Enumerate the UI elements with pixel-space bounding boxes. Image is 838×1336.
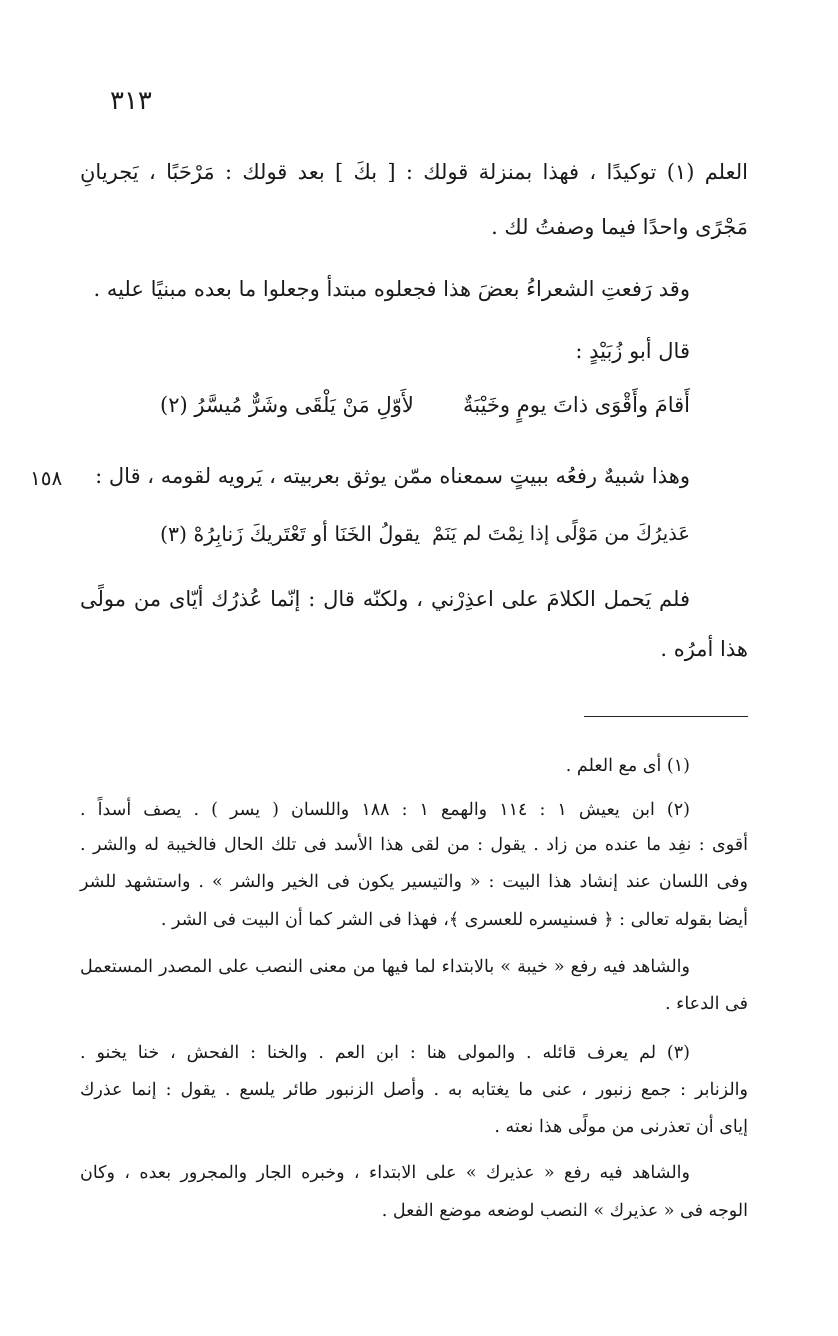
paragraph-2: وقد رَفعتِ الشعراءُ بعضَ هذا فجعلوه مبتدأ وجعلوا ما بعده مبنيًا عليه . xyxy=(93,277,690,301)
footnotes xyxy=(80,0,748,1336)
footnote-2-line-1: (٢) ابن يعيش ١ : ١١٤ والهمع ١ : ١٨٨ واللسان ( يسر ) . يصف أسداً . xyxy=(80,800,690,820)
footnote-3-line-5: الوجه فى « عذيرك » النصب لوضعه موضع الفعل . xyxy=(381,1201,748,1221)
page-number: ٣١٣ xyxy=(110,86,152,116)
footnote-2-line-6: فى الدعاء . xyxy=(664,994,748,1014)
paragraph-4-line-1: فلم يَحمل الكلامَ على اعذِرْني ، ولكنّه قال : إنّما عُذرُك أيّاى من مولًى xyxy=(80,587,690,611)
footnote-2-line-2: أقوى : نفِد ما عنده من زاد . يقول : من لقى هذا الأسد فى تلك الحال فالخيبة له والشر . xyxy=(80,835,748,855)
footnote-3-line-2: والزنابر : جمع زنبور ، عنى ما يغتابه به . وأصل الزنبور طائر يلسع . يقول : إنما عذرك xyxy=(80,1080,748,1100)
margin-page-reference: ١٥٨ xyxy=(30,466,63,490)
footnote-3-line-1: (٣) لم يعرف قائله . والمولى هنا : ابن العم . والخنا : الفحش ، خنا يخنو . xyxy=(80,1043,690,1063)
verse-introduction: قال أبو زُبَيْدٍ : xyxy=(575,339,690,363)
paragraph-3: وهذا شبيهٌ رفعُه ببيتٍ سمعناه ممّن يوثق بعربيته ، يَرويه لقومه ، قال : xyxy=(95,464,690,488)
footnote-3-line-4: والشاهد فيه رفع « عذيرك » على الابتداء ، وخبره الجار والمجرور بعده ، وكان xyxy=(80,1163,690,1183)
verse-1-first-hemistich: أَقامَ وأَقْوَى ذاتَ يومٍ وخَيْبَةٌ xyxy=(463,393,690,417)
footnote-3-line-3: إياى أن تعذرنى من مولًى هذا نعته . xyxy=(494,1117,748,1137)
paragraph-1-line-1: العلم (١) توكيدًا ، فهذا بمنزلة قولك : [ بكَ ] بعد قولك : مَرْحَبًا ، يَجريانِ xyxy=(80,160,748,184)
verse-2-first-hemistich: عَذيرُكَ من مَوْلًى إذا نِمْتَ لم يَنَمْ xyxy=(432,522,690,545)
footnote-2-line-3: وفى اللسان عند إنشاد هذا البيت : « والتيسير يكون فى الخير والشر » . واستشهد للشر xyxy=(80,872,748,892)
footnote-2-line-4: أيضا بقوله تعالى : ﴿ فسنيسره للعسرى ﴾، فهذا فى الشر كما أن البيت فى الشر . xyxy=(160,910,748,930)
paragraph-1-line-2: مَجْرًى واحدًا فيما وصفتُ لك . xyxy=(491,215,748,239)
paragraph-4-line-2: هذا أمرُه . xyxy=(660,637,748,661)
footnote-1: (١) أى مع العلم . xyxy=(565,756,690,776)
footnote-2-line-5: والشاهد فيه رفع « خيبة » بالابتداء لما فيها من معنى النصب على المصدر المستعمل xyxy=(80,957,690,977)
verse-1-second-hemistich: لأَوّلِ مَنْ يَلْقَى وشَرٌّ مُيسَّرُ (٢) xyxy=(160,393,414,417)
verse-2-second-hemistich: يقولُ الخَنَا أو تَعْتَريكَ زَنابِرُهْ (٣) xyxy=(160,522,421,546)
